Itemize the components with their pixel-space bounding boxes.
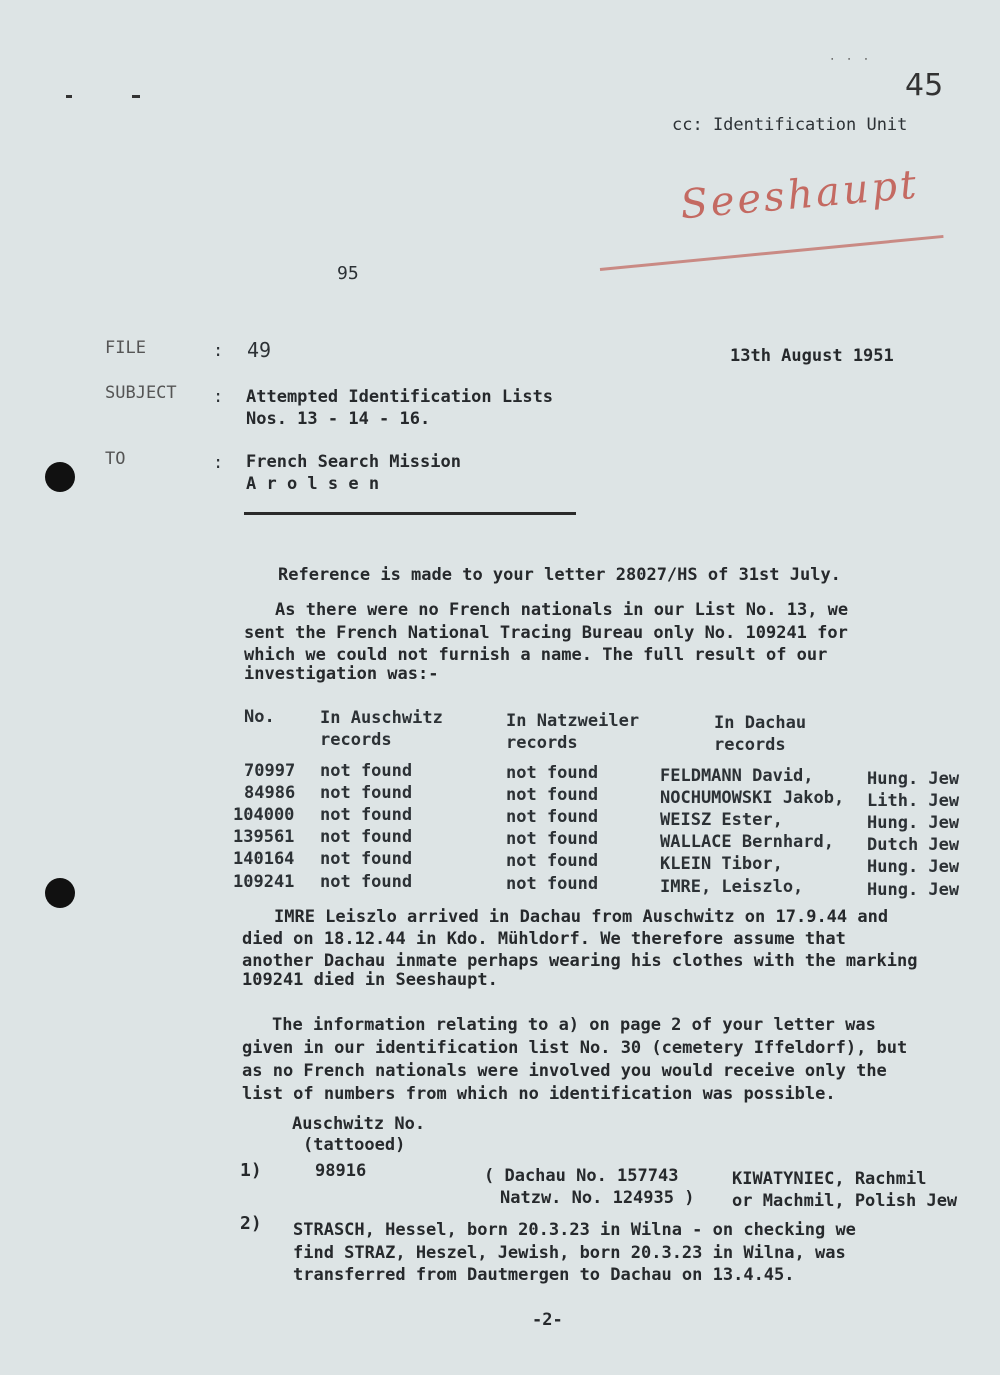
dachau-name: WEISZ Ester, bbox=[660, 810, 783, 830]
nationality: Hung. Jew bbox=[867, 880, 960, 900]
auschwitz-result: not found bbox=[320, 849, 413, 869]
paragraph-line: As there were no French nationals in our List No. 13, we bbox=[275, 600, 849, 620]
table-header-dachau-sub: records bbox=[714, 735, 786, 755]
table-header-no: No. bbox=[244, 707, 275, 727]
address-rule bbox=[244, 512, 576, 515]
table-header-auschwitz: In Auschwitz bbox=[320, 708, 443, 728]
subject-separator: : bbox=[213, 387, 224, 407]
natzweiler-result: not found bbox=[506, 874, 599, 894]
paragraph-line: 109241 died in Seeshaupt. bbox=[242, 970, 498, 990]
handwritten-underline bbox=[600, 235, 944, 271]
item-1-name-line-1: KIWATYNIEC, Rachmil bbox=[732, 1169, 927, 1189]
dachau-name: KLEIN Tibor, bbox=[660, 854, 783, 874]
punch-hole-bottom bbox=[45, 878, 75, 908]
page-footer: -2- bbox=[532, 1310, 563, 1330]
record-number: 84986 bbox=[244, 783, 296, 803]
auschwitz-result: not found bbox=[320, 805, 413, 825]
natzweiler-result: not found bbox=[506, 829, 599, 849]
record-number: 104000 bbox=[233, 805, 295, 825]
record-number: 140164 bbox=[233, 849, 295, 869]
paragraph-line: which we could not furnish a name. The full result of our bbox=[244, 645, 828, 665]
item-1-name-line-2: or Machmil, Polish Jew bbox=[732, 1191, 958, 1211]
handwritten-note: Seeshaupt bbox=[678, 161, 921, 229]
nationality: Hung. Jew bbox=[867, 813, 960, 833]
auschwitz-result: not found bbox=[320, 783, 413, 803]
item-1-number: 98916 bbox=[315, 1161, 367, 1181]
archive-stamp: ‧ ‧ ‧ bbox=[830, 52, 871, 68]
record-number: 70997 bbox=[244, 761, 296, 781]
paragraph-line: another Dachau inmate perhaps wearing his clothes with the marking bbox=[242, 951, 918, 971]
archive-page-number: 45 bbox=[905, 68, 944, 103]
subject-line-2: Nos. 13 - 14 - 16. bbox=[246, 409, 431, 429]
natzweiler-result: not found bbox=[506, 785, 599, 805]
paragraph-line: as no French nationals were involved you would receive only the bbox=[242, 1061, 887, 1081]
paragraph-line: list of numbers from which no identification was possible. bbox=[242, 1084, 836, 1104]
auschwitz-result: not found bbox=[320, 872, 413, 892]
auschwitz-no-label: Auschwitz No. bbox=[292, 1114, 426, 1134]
paragraph-line: The information relating to a) on page 2 of your letter was bbox=[272, 1015, 876, 1035]
table-header-natzweiler-sub: records bbox=[506, 733, 578, 753]
item-2-line: find STRAZ, Heszel, Jewish, born 20.3.23 in Wilna, was bbox=[293, 1243, 846, 1263]
natzweiler-result: not found bbox=[506, 807, 599, 827]
dachau-name: WALLACE Bernhard, bbox=[660, 832, 834, 852]
subject-label: SUBJECT bbox=[105, 383, 177, 403]
stray-mark bbox=[132, 95, 140, 98]
nationality: Lith. Jew bbox=[867, 791, 960, 811]
punch-hole-top bbox=[45, 462, 75, 492]
dachau-name: FELDMANN David, bbox=[660, 766, 814, 786]
table-header-auschwitz-sub: records bbox=[320, 730, 392, 750]
nationality: Hung. Jew bbox=[867, 857, 960, 877]
stray-mark bbox=[66, 95, 72, 98]
item-2-marker: 2) bbox=[240, 1213, 262, 1234]
auschwitz-result: not found bbox=[320, 761, 413, 781]
cc-line: cc: Identification Unit bbox=[672, 115, 908, 135]
natzweiler-result: not found bbox=[506, 851, 599, 871]
paragraph-line: investigation was:- bbox=[244, 664, 439, 684]
file-label: FILE bbox=[105, 338, 146, 358]
record-number: 109241 bbox=[233, 872, 295, 892]
item-2-line: STRASCH, Hessel, born 20.3.23 in Wilna - on checking we bbox=[293, 1220, 856, 1240]
to-line-1: French Search Mission bbox=[246, 452, 461, 472]
nationality: Dutch Jew bbox=[867, 835, 960, 855]
nationality: Hung. Jew bbox=[867, 769, 960, 789]
dachau-name: NOCHUMOWSKI Jakob, bbox=[660, 788, 845, 808]
paragraph-reference: Reference is made to your letter 28027/HS of 31st July. bbox=[278, 565, 841, 585]
to-label: TO bbox=[105, 449, 126, 469]
natzweiler-result: not found bbox=[506, 763, 599, 783]
table-header-dachau: In Dachau bbox=[714, 713, 807, 733]
reference-number: 95 bbox=[337, 263, 359, 284]
item-1-marker: 1) bbox=[240, 1160, 262, 1181]
file-value: 49 bbox=[247, 338, 272, 362]
to-line-2: A r o l s e n bbox=[246, 474, 380, 494]
auschwitz-result: not found bbox=[320, 827, 413, 847]
paragraph-line: given in our identification list No. 30 (cemetery Iffeldorf), but bbox=[242, 1038, 908, 1058]
item-1-dachau: ( Dachau No. 157743 bbox=[484, 1166, 679, 1186]
item-1-natzw: Natzw. No. 124935 ) bbox=[500, 1188, 695, 1208]
paragraph-line: died on 18.12.44 in Kdo. Mühldorf. We therefore assume that bbox=[242, 929, 846, 949]
dachau-name: IMRE, Leiszlo, bbox=[660, 877, 804, 897]
record-number: 139561 bbox=[233, 827, 295, 847]
to-separator: : bbox=[213, 453, 224, 473]
file-separator: : bbox=[213, 341, 224, 361]
paragraph-line: sent the French National Tracing Bureau only No. 109241 for bbox=[244, 623, 848, 643]
memo-date: 13th August 1951 bbox=[730, 346, 894, 366]
subject-line-1: Attempted Identification Lists bbox=[246, 387, 554, 407]
tattooed-label: (tattooed) bbox=[303, 1135, 406, 1155]
item-2-line: transferred from Dautmergen to Dachau on 13.4.45. bbox=[293, 1265, 795, 1285]
paragraph-line: IMRE Leiszlo arrived in Dachau from Auschwitz on 17.9.44 and bbox=[274, 907, 889, 927]
table-header-natzweiler: In Natzweiler bbox=[506, 711, 640, 731]
